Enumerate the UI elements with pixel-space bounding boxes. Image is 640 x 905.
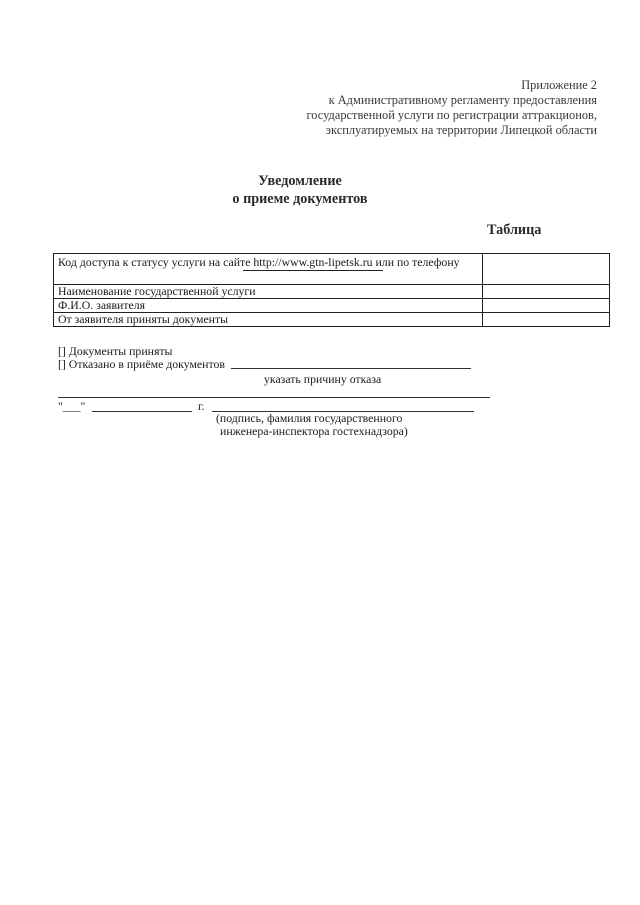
row-label-applicant-name: Ф.И.О. заявителя bbox=[54, 299, 483, 313]
table-cell-value[interactable] bbox=[483, 285, 610, 299]
table-cell-label bbox=[54, 254, 483, 285]
info-table bbox=[53, 253, 610, 327]
row-label-service-name: Наименование государственной услуги bbox=[54, 285, 483, 299]
appendix-header bbox=[307, 78, 597, 138]
date-prefix: "___" bbox=[58, 399, 86, 413]
table-caption: Таблица bbox=[487, 222, 542, 238]
reason-hint: указать причину отказа bbox=[264, 372, 382, 386]
reason-line[interactable] bbox=[231, 368, 471, 369]
title-line-2: о приеме документов bbox=[232, 191, 368, 207]
underline bbox=[243, 270, 383, 271]
signature-note bbox=[216, 412, 408, 438]
row-label-access-code: Код доступа к статусу услуги на сайте http://www.gtn-lipetsk.ru или по телефону bbox=[58, 255, 460, 269]
date-month-line[interactable] bbox=[92, 411, 192, 412]
checkbox-accepted[interactable]: [] Документы приняты bbox=[58, 344, 173, 358]
document-title bbox=[160, 172, 440, 208]
table-row bbox=[54, 285, 610, 299]
signature-note-line-2: инженера-инспектора гостехнадзора) bbox=[220, 424, 408, 438]
appendix-line-1: Приложение 2 bbox=[521, 78, 597, 92]
checkbox-rejected[interactable]: [] Отказано в приёме документов bbox=[58, 357, 225, 371]
table-row bbox=[54, 313, 610, 327]
signature-note-line-1: (подпись, фамилия государственного bbox=[216, 411, 403, 425]
table-row bbox=[54, 254, 610, 285]
appendix-line-2: к Административному регламенту предоставления bbox=[328, 93, 597, 107]
year-suffix: г. bbox=[198, 399, 205, 413]
title-line-1: Уведомление bbox=[258, 173, 342, 189]
table-cell-value[interactable] bbox=[483, 313, 610, 327]
row-label-documents: От заявителя приняты документы bbox=[54, 313, 483, 327]
appendix-line-3: государственной услуги по регистрации аттракционов, bbox=[306, 108, 597, 122]
reason-line-2[interactable] bbox=[58, 397, 490, 398]
table-row bbox=[54, 299, 610, 313]
table-cell-value[interactable] bbox=[483, 254, 610, 285]
appendix-line-4: эксплуатируемых на территории Липецкой области bbox=[325, 123, 597, 137]
table-cell-value[interactable] bbox=[483, 299, 610, 313]
